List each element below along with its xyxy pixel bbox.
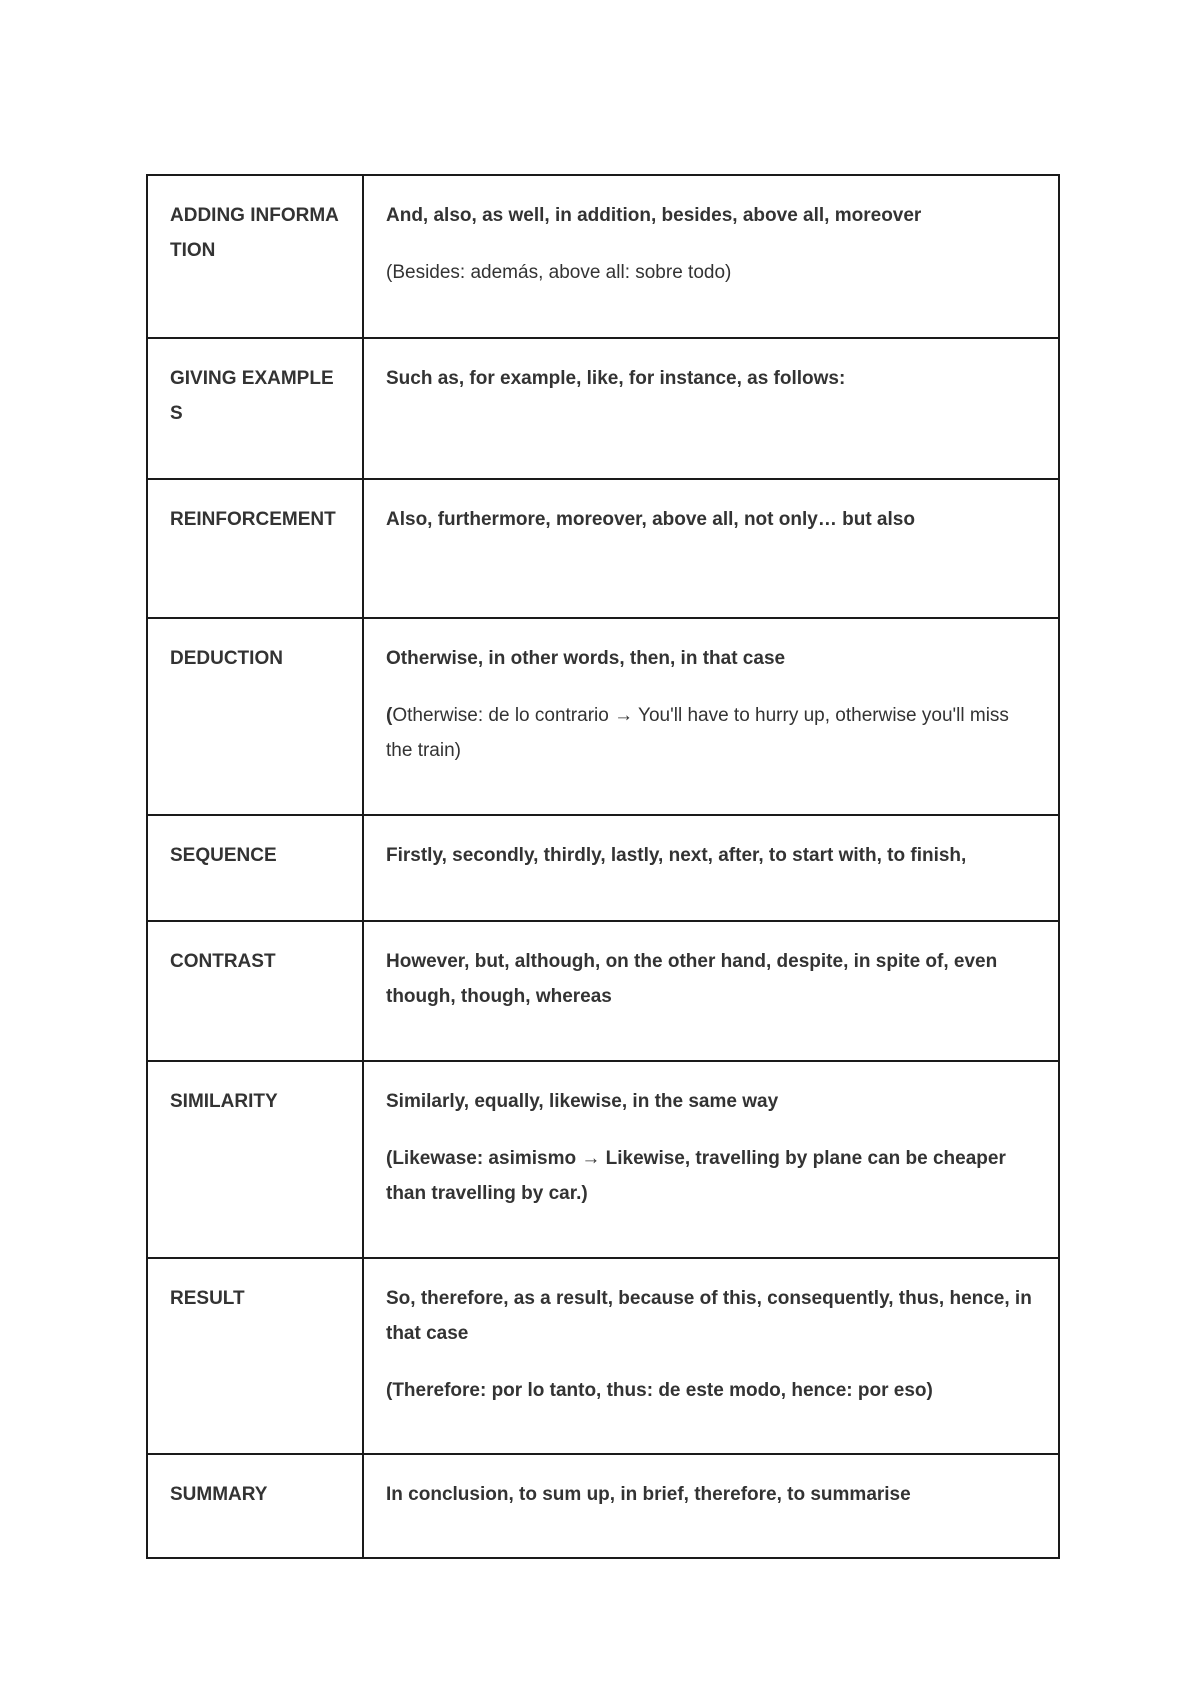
category-cell: CONTRAST: [147, 921, 363, 1061]
category-cell: ADDING INFORMATION: [147, 175, 363, 338]
category-cell: RESULT: [147, 1258, 363, 1454]
translation-note: (Likewase: asimismo → Likewise, travelling by plane can be cheaper than travelling by car.): [386, 1148, 1006, 1204]
translation-note: [386, 698, 1038, 768]
category-cell: SUMMARY: [147, 1454, 363, 1558]
category-cell: DEDUCTION: [147, 618, 363, 815]
note-open-paren: (: [386, 705, 393, 726]
category-cell: SIMILARITY: [147, 1061, 363, 1258]
connectors-list: In conclusion, to sum up, in brief, therefore, to summarise: [386, 1484, 911, 1505]
connectors-list: Firstly, secondly, thirdly, lastly, next, after, to start with, to finish,: [386, 845, 967, 866]
connectors-list: Such as, for example, like, for instance, as follows:: [386, 368, 846, 389]
connectors-list: So, therefore, as a result, because of this, consequently, thus, hence, in that case: [386, 1288, 1032, 1344]
connectors-cell: [363, 1258, 1059, 1454]
category-cell: GIVING EXAMPLES: [147, 338, 363, 479]
table-row: [147, 618, 1059, 815]
table-row: [147, 175, 1059, 338]
connectors-cell: [363, 1454, 1059, 1558]
table-row: [147, 1061, 1059, 1258]
table-row: [147, 815, 1059, 921]
table-row: [147, 338, 1059, 479]
connectors-cell: [363, 338, 1059, 479]
connectors-cell: [363, 618, 1059, 815]
connectors-table: [146, 174, 1060, 1559]
table-row: [147, 1258, 1059, 1454]
translation-note: (Therefore: por lo tanto, thus: de este modo, hence: por eso): [386, 1380, 933, 1401]
table-row: [147, 1454, 1059, 1558]
table-row: [147, 921, 1059, 1061]
category-cell: REINFORCEMENT: [147, 479, 363, 618]
category-cell: SEQUENCE: [147, 815, 363, 921]
connectors-list: And, also, as well, in addition, besides, above all, moreover: [386, 205, 922, 226]
table-row: [147, 479, 1059, 618]
translation-note: (Besides: además, above all: sobre todo): [386, 262, 732, 283]
connectors-list: Also, furthermore, moreover, above all, not only… but also: [386, 509, 915, 530]
connectors-cell: [363, 815, 1059, 921]
note-text: Otherwise: de lo contrario → You'll have to hurry up, otherwise you'll miss the train): [386, 705, 1009, 761]
connectors-list: Otherwise, in other words, then, in that case: [386, 648, 786, 669]
connectors-cell: [363, 175, 1059, 338]
connectors-cell: [363, 921, 1059, 1061]
connectors-list: Similarly, equally, likewise, in the same way: [386, 1091, 779, 1112]
connectors-cell: [363, 479, 1059, 618]
connectors-list: However, but, although, on the other hand, despite, in spite of, even though, though, whereas: [386, 951, 998, 1007]
connectors-cell: [363, 1061, 1059, 1258]
